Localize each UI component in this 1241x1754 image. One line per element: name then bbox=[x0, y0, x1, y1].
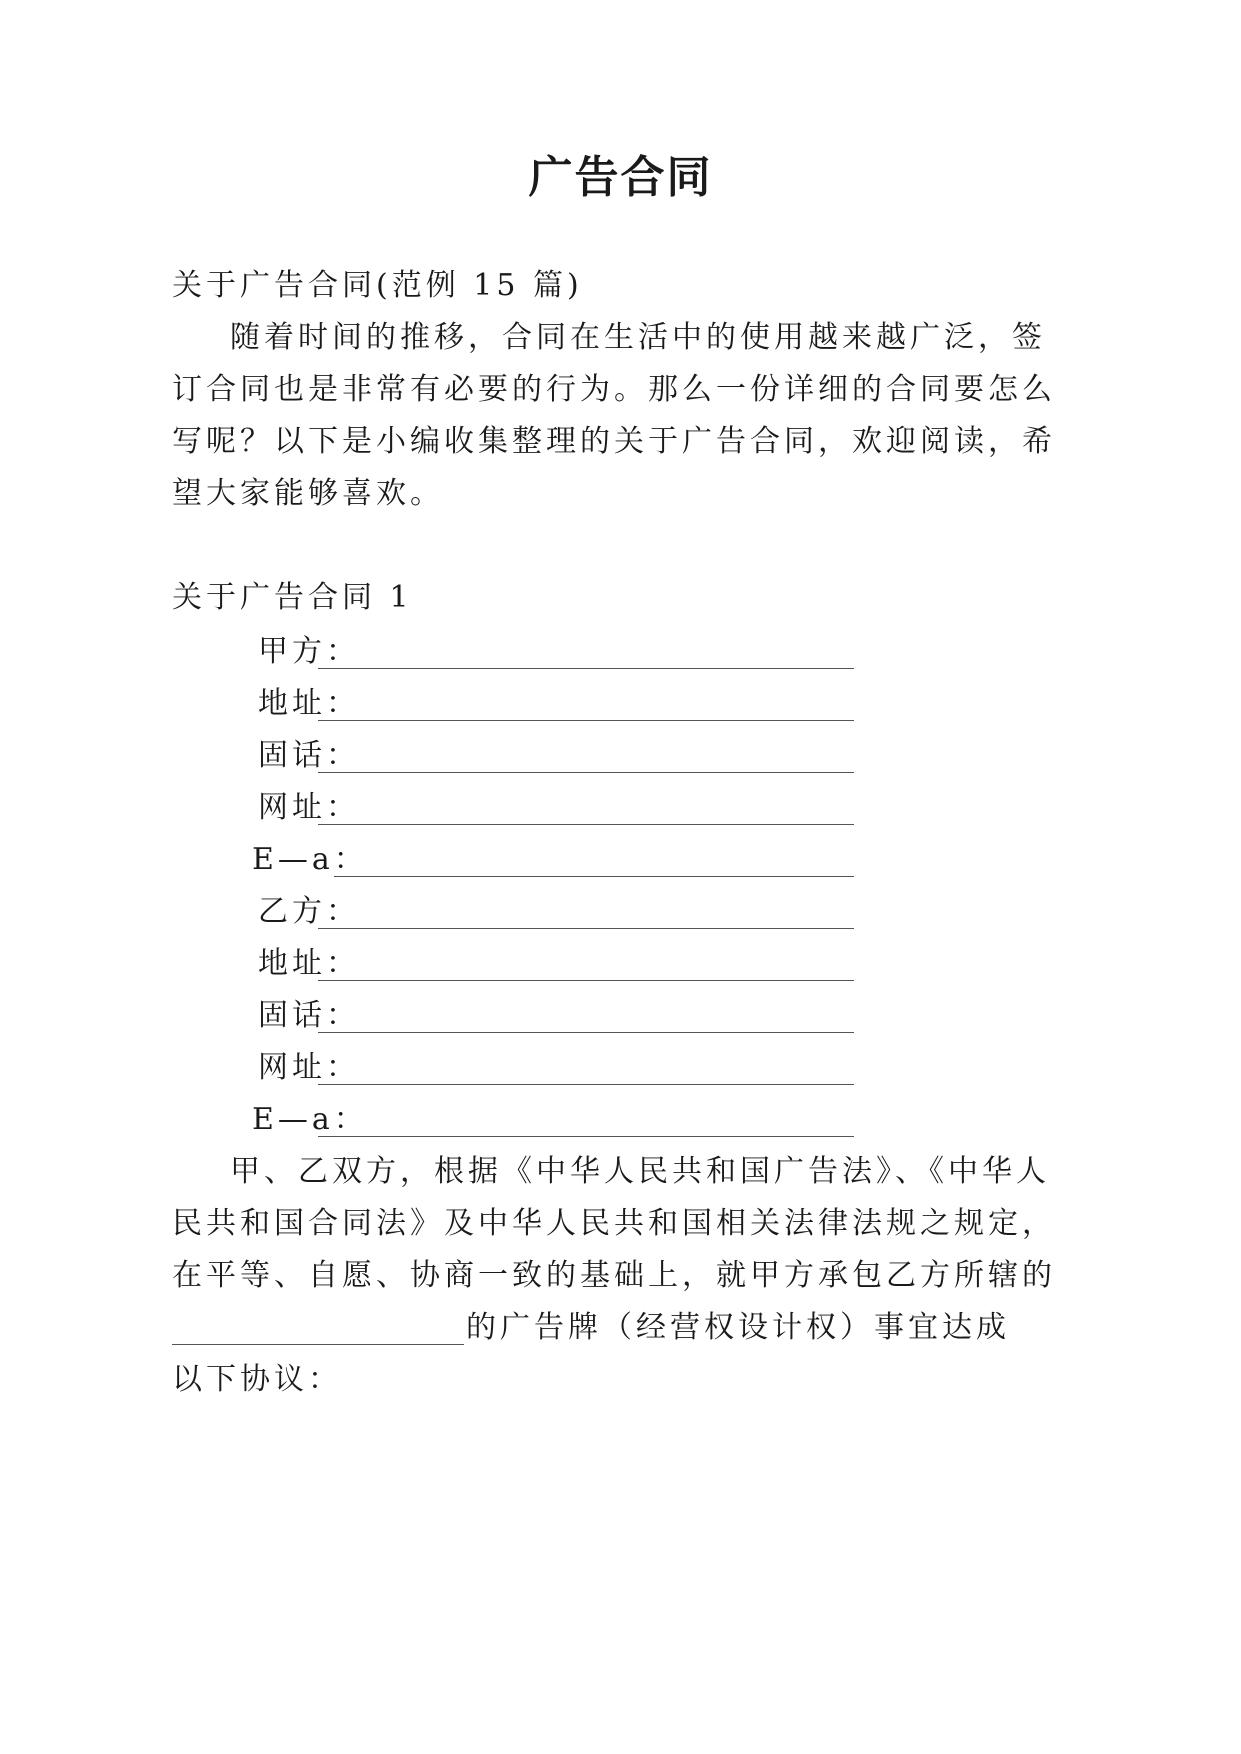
field-label: 甲方： bbox=[258, 634, 360, 669]
field-phone-b bbox=[258, 996, 360, 1036]
body-line-1: 甲、乙双方，根据《中华人民共和国广告法》、《中华人 bbox=[230, 1154, 1050, 1189]
document-title: 广告合同 bbox=[528, 152, 713, 203]
field-label: 地址： bbox=[258, 686, 360, 721]
field-label: 网址： bbox=[258, 790, 360, 825]
intro-line-3: 写呢？以下是小编收集整理的关于广告合同，欢迎阅读，希 bbox=[172, 424, 1056, 459]
intro-line-1: 随着时间的推移，合同在生活中的使用越来越广泛，签 bbox=[230, 320, 1046, 355]
field-email-a bbox=[252, 840, 368, 880]
body-line-3: 在平等、自愿、协商一致的基础上，就甲方承包乙方所辖的 bbox=[172, 1258, 1056, 1293]
field-website-a bbox=[258, 788, 360, 828]
field-address-b bbox=[258, 944, 360, 984]
body-line-2: 民共和国合同法》及中华人民共和国相关法律法规之规定， bbox=[172, 1206, 1056, 1241]
intro-line-4: 望大家能够喜欢。 bbox=[172, 476, 444, 511]
document-subtitle: 关于广告合同(范例 15 篇) bbox=[172, 268, 583, 303]
intro-line-2: 订合同也是非常有必要的行为。那么一份详细的合同要怎么 bbox=[172, 372, 1056, 407]
fill-in-blank bbox=[318, 720, 854, 721]
fill-in-blank bbox=[172, 1344, 464, 1345]
field-party-b bbox=[258, 892, 360, 932]
field-website-b bbox=[258, 1048, 360, 1088]
fill-in-blank bbox=[318, 1084, 854, 1085]
field-label: 网址： bbox=[258, 1050, 360, 1085]
fill-in-blank bbox=[318, 1032, 854, 1033]
field-label: E—a： bbox=[252, 842, 368, 877]
fill-in-blank bbox=[318, 668, 854, 669]
field-label: E—a： bbox=[252, 1102, 368, 1137]
body-line-5: 以下协议： bbox=[172, 1362, 342, 1397]
fill-in-blank bbox=[334, 876, 854, 877]
field-label: 固话： bbox=[258, 738, 360, 773]
field-party-a bbox=[258, 632, 360, 672]
field-address-a bbox=[258, 684, 360, 724]
field-label: 固话： bbox=[258, 998, 360, 1033]
field-phone-a bbox=[258, 736, 360, 776]
fill-in-blank bbox=[318, 772, 854, 773]
fill-in-blank bbox=[318, 1136, 854, 1137]
fill-in-blank bbox=[318, 928, 854, 929]
fill-in-blank bbox=[318, 980, 854, 981]
field-label: 地址： bbox=[258, 946, 360, 981]
fill-in-blank bbox=[318, 824, 854, 825]
body-line-4: 的广告牌（经营权设计权）事宜达成 bbox=[466, 1310, 1010, 1345]
field-email-b bbox=[252, 1100, 368, 1140]
field-label: 乙方： bbox=[258, 894, 360, 929]
section-heading: 关于广告合同 1 bbox=[172, 580, 413, 615]
